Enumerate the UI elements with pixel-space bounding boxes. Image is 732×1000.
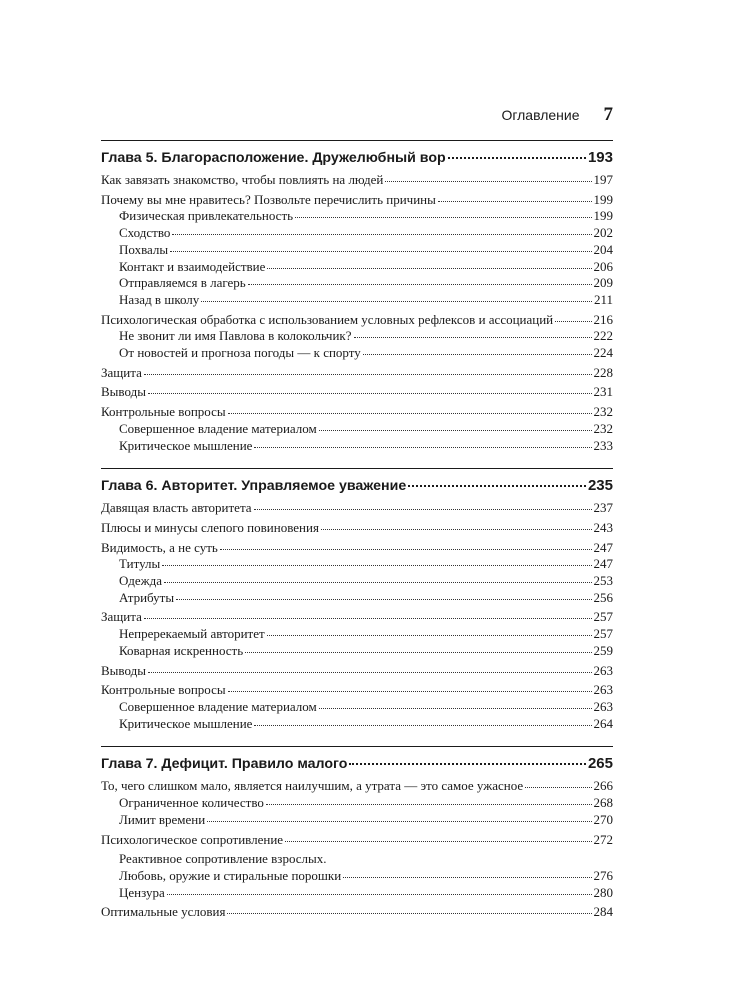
- toc-subentry[interactable]: [101, 292, 613, 309]
- leader-dots: [295, 216, 591, 218]
- leader-dots: [254, 508, 592, 510]
- leader-dots: [267, 634, 592, 636]
- chapter-divider: [101, 746, 613, 747]
- leader-dots: [167, 893, 592, 895]
- entry-title: Как завязать знакомство, чтобы повлиять на людей: [101, 172, 384, 187]
- toc-subentry[interactable]: [101, 345, 613, 362]
- leader-dots: [144, 617, 592, 619]
- toc-entry[interactable]: [101, 312, 613, 329]
- entry-title: Сходство: [119, 225, 171, 241]
- entry-title: Не звонит ли имя Павлова в колокольчик?: [119, 328, 352, 344]
- entry-title: Плюсы и минусы слепого повиновения: [101, 519, 319, 535]
- entry-page: 216: [593, 311, 613, 327]
- entry-page: 197: [593, 172, 613, 187]
- entry-title: Выводы: [101, 662, 146, 678]
- entry-page: 202: [593, 225, 613, 241]
- entry-title: Одежда: [119, 573, 162, 589]
- chapter-title: Глава 7. Дефицит. Правило малого: [101, 756, 348, 773]
- toc-subentry[interactable]: [101, 851, 613, 868]
- toc-subentry[interactable]: [101, 590, 613, 607]
- entry-page: 237: [593, 500, 613, 516]
- leader-dots: [148, 392, 592, 394]
- entry-page: 211: [593, 291, 613, 307]
- leader-dots: [319, 707, 592, 709]
- chapter-page: 235: [587, 477, 613, 495]
- leader-dots: [385, 180, 591, 182]
- entry-title: Психологическое сопротивление: [101, 831, 284, 847]
- leader-dots: [254, 724, 591, 726]
- entry-page: 224: [593, 345, 613, 361]
- leader-dots: [354, 336, 592, 338]
- toc-subentry[interactable]: [101, 716, 613, 733]
- toc-entry[interactable]: [101, 520, 613, 537]
- entry-title: Видимость, а не суть: [101, 539, 218, 555]
- entry-page: 270: [593, 811, 613, 827]
- entry-page: 232: [593, 404, 613, 420]
- entry-title: Психологическая обработка с использованием условных рефлексов и ассоциаций: [101, 311, 554, 327]
- entry-title: Совершенное владение материалом: [119, 698, 317, 714]
- entry-page: 247: [593, 539, 613, 555]
- entry-page: 222: [593, 328, 613, 344]
- chapter-title: Глава 5. Благорасположение. Дружелюбный вор: [101, 150, 446, 166]
- toc-entry[interactable]: [101, 609, 613, 626]
- entry-page: 264: [593, 715, 613, 731]
- leader-dots: [228, 690, 592, 692]
- leader-dots: [321, 528, 592, 530]
- entry-page: 232: [593, 420, 613, 436]
- toc-subentry[interactable]: [101, 328, 613, 345]
- entry-page: 276: [593, 867, 613, 883]
- toc-subentry[interactable]: [101, 225, 613, 242]
- entry-title: Ограниченное количество: [119, 795, 264, 811]
- leader-dots: [267, 267, 591, 269]
- toc-subentry[interactable]: [101, 573, 613, 590]
- toc-entry[interactable]: [101, 192, 613, 209]
- table-of-contents: [101, 140, 613, 921]
- toc-subentry[interactable]: [101, 626, 613, 643]
- entry-page: 199: [593, 191, 613, 207]
- leader-dots: [363, 353, 592, 355]
- entry-page: 272: [593, 831, 613, 847]
- chapter-page: 193: [587, 149, 613, 166]
- entry-title: Контрольные вопросы: [101, 404, 226, 420]
- entry-title: Критическое мышление: [119, 715, 253, 731]
- entry-page: 256: [593, 589, 613, 605]
- entry-title: Оптимальные условия: [101, 904, 226, 920]
- entry-title: Критическое мышление: [119, 437, 253, 453]
- leader-dots: [220, 548, 592, 550]
- entry-title: Совершенное владение материалом: [119, 420, 317, 436]
- toc-subentry[interactable]: [101, 643, 613, 660]
- leader-dots: [144, 373, 592, 375]
- toc-subentry[interactable]: [101, 812, 613, 829]
- entry-page: 206: [593, 258, 613, 274]
- entry-page: 253: [593, 573, 613, 589]
- entry-page: 257: [593, 626, 613, 642]
- entry-title: Назад в школу: [119, 291, 200, 307]
- entry-title: Титулы: [119, 556, 161, 572]
- chapter-heading[interactable]: [101, 476, 613, 496]
- entry-title: Цензура: [119, 884, 165, 900]
- entry-page: 204: [593, 241, 613, 257]
- toc-entry[interactable]: [101, 904, 613, 921]
- entry-title: Почему вы мне нравитесь? Позвольте перечислить причины: [101, 191, 436, 207]
- running-head-title: Оглавление: [501, 107, 580, 123]
- leader-dots: [164, 581, 592, 583]
- entry-page: 263: [593, 698, 613, 714]
- entry-page: 263: [593, 682, 613, 698]
- entry-title: То, чего слишком мало, является наилучшим, а утрата — это самое ужасное: [101, 778, 524, 794]
- entry-page: 243: [593, 519, 613, 535]
- toc-entry[interactable]: [101, 663, 613, 680]
- chapter-7: [101, 746, 613, 921]
- toc-subentry[interactable]: [101, 556, 613, 573]
- leader-dots: [245, 651, 591, 653]
- entry-page: 268: [593, 795, 613, 811]
- entry-title: Защита: [101, 364, 142, 380]
- leader-dots: [438, 200, 592, 202]
- chapter-5: [101, 140, 613, 454]
- leader-dots: [248, 283, 592, 285]
- entry-title: Атрибуты: [119, 589, 175, 605]
- toc-entry[interactable]: [101, 778, 613, 795]
- leader-dots: [343, 876, 591, 878]
- entry-title: Непререкаемый авторитет: [119, 626, 265, 642]
- entry-page: 228: [593, 364, 613, 380]
- leader-dots: [201, 300, 592, 302]
- toc-subentry[interactable]: [101, 438, 613, 455]
- entry-page: 284: [593, 904, 613, 920]
- leader-dots: [148, 671, 592, 673]
- entry-title: Защита: [101, 609, 142, 625]
- chapter-heading[interactable]: [101, 148, 613, 168]
- running-head: [101, 104, 613, 126]
- toc-subentry[interactable]: [101, 421, 613, 438]
- chapter-heading[interactable]: [101, 754, 613, 774]
- chapter-page: 265: [587, 755, 613, 773]
- toc-entry[interactable]: [101, 682, 613, 699]
- leader-dots: [349, 762, 586, 765]
- entry-page: 263: [593, 662, 613, 678]
- entry-title: Коварная искренность: [119, 642, 244, 658]
- leader-dots: [170, 250, 591, 252]
- entry-page: 247: [593, 556, 613, 572]
- leader-dots: [555, 320, 591, 322]
- leader-dots: [172, 233, 591, 235]
- entry-page: 266: [593, 778, 613, 794]
- leader-dots: [207, 820, 591, 822]
- toc-subentry[interactable]: [101, 885, 613, 902]
- toc-subentry[interactable]: [101, 259, 613, 276]
- toc-subentry[interactable]: [101, 208, 613, 225]
- chapter-6: [101, 468, 613, 732]
- chapter-divider: [101, 140, 613, 141]
- leader-dots: [266, 803, 592, 805]
- entry-page: 231: [593, 384, 613, 400]
- leader-dots: [285, 840, 591, 842]
- leader-dots: [228, 412, 592, 414]
- entry-title: От новостей и прогноза погоды — к спорту: [119, 345, 361, 361]
- entry-title: Выводы: [101, 384, 146, 400]
- entry-title: Любовь, оружие и стиральные порошки: [119, 867, 342, 883]
- toc-subentry[interactable]: [101, 868, 613, 885]
- chapter-title: Глава 6. Авторитет. Управляемое уважение: [101, 478, 407, 495]
- toc-entry[interactable]: [101, 365, 613, 382]
- toc-subentry[interactable]: [101, 275, 613, 292]
- toc-subentry[interactable]: [101, 795, 613, 812]
- toc-entry[interactable]: [101, 500, 613, 517]
- entry-title: Отправляемся в лагерь: [119, 275, 246, 291]
- leader-dots: [525, 786, 591, 788]
- toc-entry[interactable]: [101, 832, 613, 849]
- toc-entry[interactable]: [101, 540, 613, 557]
- leader-dots: [227, 912, 591, 914]
- leader-dots: [162, 564, 591, 566]
- toc-subentry[interactable]: [101, 699, 613, 716]
- entry-title: Контакт и взаимодействие: [119, 258, 266, 274]
- toc-subentry[interactable]: [101, 242, 613, 259]
- toc-entry[interactable]: [101, 384, 613, 401]
- entry-title: Лимит времени: [119, 811, 206, 827]
- leader-dots: [448, 156, 586, 159]
- leader-dots: [408, 484, 586, 487]
- entry-title: Физическая привлекательность: [119, 208, 294, 224]
- toc-entry[interactable]: [101, 404, 613, 421]
- entry-page: 257: [593, 609, 613, 625]
- entry-page: 209: [593, 275, 613, 291]
- entry-title: Давящая власть авторитета: [101, 500, 252, 516]
- chapter-divider: [101, 468, 613, 469]
- entry-page: 259: [593, 642, 613, 658]
- entry-title: Контрольные вопросы: [101, 682, 226, 698]
- entry-title: Реактивное сопротивление взрослых.: [119, 851, 327, 867]
- leader-dots: [319, 429, 592, 431]
- leader-dots: [254, 446, 591, 448]
- toc-entry[interactable]: [101, 172, 613, 189]
- page-number: 7: [603, 104, 613, 125]
- entry-title: Похвалы: [119, 241, 169, 257]
- entry-page: 280: [593, 884, 613, 900]
- leader-dots: [176, 598, 591, 600]
- entry-page: 233: [593, 437, 613, 453]
- entry-page: 199: [593, 208, 613, 224]
